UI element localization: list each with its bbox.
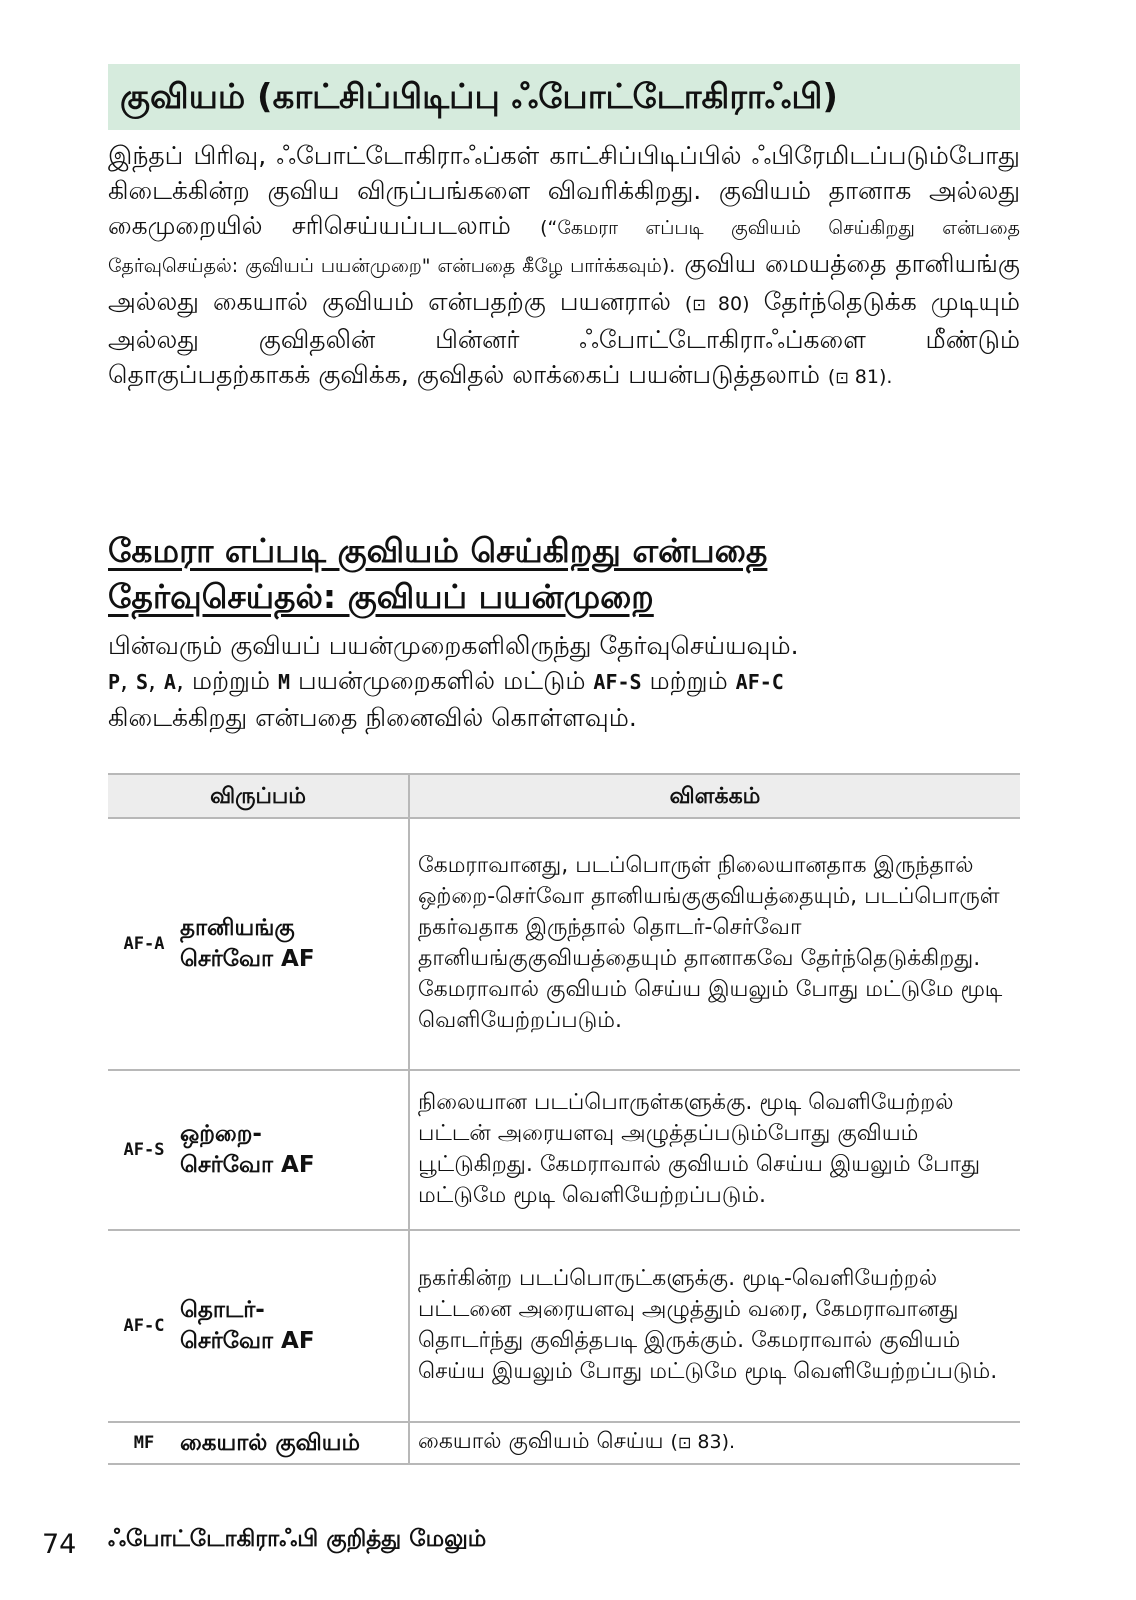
section-heading-line-1: கேமரா எப்படி குவியம் செய்கிறது என்பதை: [108, 531, 768, 570]
intro-text-1: இந்தப் பிரிவு, ஃபோட்டோகிராஃப்கள் காட்சிப்பிடிப்பில் ஃபிரேமிடப்படும்போது கிடைக்கின்ற குவிய விருப்பங்களை விவரிக்கிறது. குவியம் தானாக அல்லது கைமுறையில் சரிசெய்யப்படலாம்: [108, 141, 1020, 240]
page-reference[interactable]: (⊡ 80): [684, 293, 750, 315]
mode-name: ஒற்றை- செர்வோ AF: [180, 1121, 315, 1178]
mode-note-text: பயன்முறைகளில் மட்டும்: [297, 666, 586, 695]
option-cell: [108, 1230, 409, 1422]
table-row: [108, 1230, 1020, 1422]
description-cell: கையால் குவியம் செய்ய (⊡ 83).: [409, 1422, 1020, 1464]
mode-a-label: A: [163, 670, 176, 694]
section-heading: [108, 528, 1020, 620]
column-header-description: விளக்கம்: [409, 774, 1020, 818]
table-row: [108, 1070, 1020, 1230]
mode-name: தானியங்கு செர்வோ AF: [180, 915, 315, 972]
mode-name: கையால் குவியம்: [180, 1429, 361, 1456]
mode-code: MF: [133, 1432, 155, 1453]
page-number: 74: [42, 1529, 77, 1560]
table-row: [108, 818, 1020, 1070]
description-cell: நகர்கின்ற படப்பொருட்களுக்கு. மூடி-வெளியேற்றல் பட்டனை அரையளவு அழுத்தும் வரை, கேமராவானது தொடர்ந்து குவித்தபடி இருக்கும். கேமராவால் குவியம் செய்ய இயலும் போது மட்டுமே மூடி வெளியேற்றப்படும்.: [409, 1230, 1020, 1422]
mode-code: AF-S: [123, 1139, 165, 1160]
description-cell: நிலையான படப்பொருள்களுக்கு. மூடி வெளியேற்றல் பட்டன் அரையளவு அழுத்தப்படும்போது குவியம் பூட்டுகிறது. கேமராவால் குவியம் செய்ய இயலும் போது மட்டுமே மூடி வெளியேற்றப்படும்.: [409, 1070, 1020, 1230]
mode-note-paragraph: பின்வரும் குவியப் பயன்முறைகளிலிருந்து தேர்வுசெய்யவும். P, S, A, மற்றும் M பயன்முறைகளில் மட்டும் AF-S மற்றும் AF-C கிடைக்கிறது என்பதை நினைவில் கொள்ளவும்.: [108, 631, 799, 732]
mode-code: AF-A: [123, 933, 165, 954]
mode-p-label: P: [108, 670, 121, 694]
book-icon: ⊡: [835, 368, 849, 387]
af-c-label: AF-C: [735, 670, 784, 694]
page-reference[interactable]: (⊡ 83).: [670, 1431, 736, 1453]
footer-section-title: ஃபோட்டோகிராஃபி குறித்து மேலும்: [108, 1526, 487, 1552]
mode-note-text: மற்றும்: [649, 666, 728, 695]
mode-note-text: மற்றும்: [191, 666, 271, 695]
af-s-label: AF-S: [593, 670, 642, 694]
mode-s-label: S: [135, 670, 148, 694]
table-header-row: [108, 774, 1020, 818]
intro-parenthetical: (“கேமரா எப்படி குவியம் செய்கிறது என்பதை தேர்வுசெய்தல்: குவியப் பயன்முறை" என்பதை கீழே பார்க்கவும்).: [108, 217, 1020, 277]
mode-note-text: பின்வரும் குவியப் பயன்முறைகளிலிருந்து தேர்வுசெய்யவும்.: [108, 631, 799, 660]
column-header-option: விருப்பம்: [108, 774, 409, 818]
section-heading-line-2: தேர்வுசெய்தல்: குவியப் பயன்முறை: [108, 577, 654, 616]
table-row: [108, 1422, 1020, 1464]
intro-paragraph: [108, 138, 1020, 395]
page-title: குவியம் (காட்சிப்பிடிப்பு ஃபோட்டோகிராஃபி): [108, 64, 1020, 130]
option-cell: [108, 818, 409, 1070]
mode-name: தொடர்- செர்வோ AF: [180, 1297, 315, 1354]
mode-code: AF-C: [123, 1315, 165, 1336]
intro-text-2: குவிய மையத்தை தானியங்கு அல்லது கையால் குவியம் என்பதற்கு பயனரால்: [108, 249, 1020, 316]
intro-text-3: தேர்ந்தெடுக்க முடியும் அல்லது குவிதலின் பின்னர் ஃபோட்டோகிராஃப்களை மீண்டும் தொகுப்பதற்காகக் குவிக்க, குவிதல் லாக்கைப் பயன்படுத்தலாம்: [108, 287, 1020, 389]
focus-mode-table: [108, 773, 1020, 1465]
page-reference[interactable]: (⊡ 81).: [827, 366, 893, 388]
option-cell: [108, 1070, 409, 1230]
description-cell: கேமராவானது, படப்பொருள் நிலையானதாக இருந்தால் ஒற்றை-செர்வோ தானியங்குகுவியத்தையும், படப்பொருள் நகர்வதாக இருந்தால் தொடர்-செர்வோ தானியங்குகுவியத்தையும் தானாகவே தேர்ந்தெடுக்கிறது. கேமராவால் குவியம் செய்ய இயலும் போது மட்டுமே மூடி வெளியேற்றப்படும்.: [409, 818, 1020, 1070]
mode-note-text: கிடைக்கிறது என்பதை நினைவில் கொள்ளவும்.: [108, 703, 637, 732]
book-icon: ⊡: [692, 295, 706, 314]
book-icon: ⊡: [677, 1433, 692, 1452]
mode-m-label: M: [277, 670, 291, 694]
option-cell: [108, 1422, 409, 1464]
